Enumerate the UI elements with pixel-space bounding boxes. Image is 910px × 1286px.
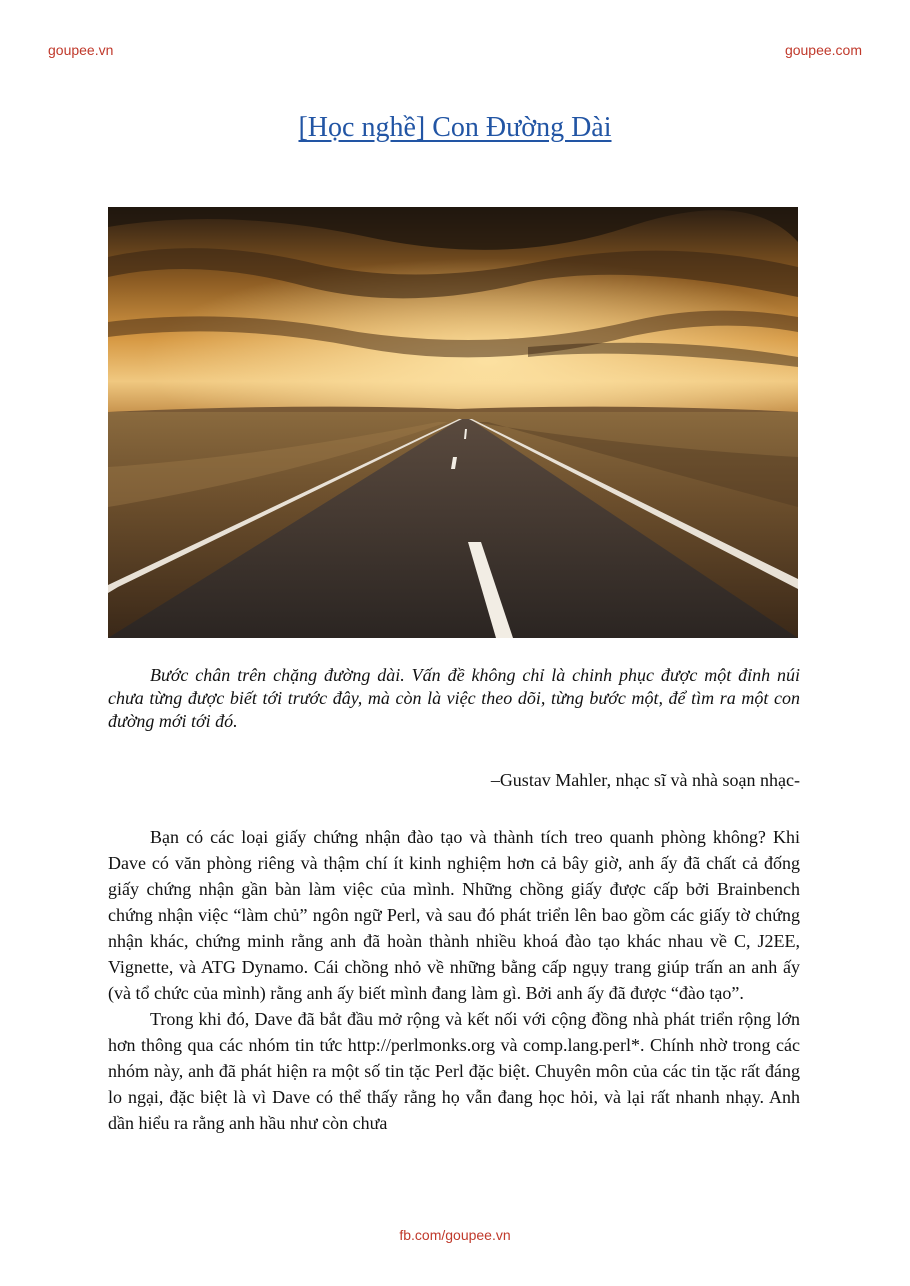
header-link-goupee-com[interactable]: goupee.com xyxy=(784,42,862,58)
page-title[interactable]: [Học nghề] Con Đường Dài xyxy=(298,112,612,143)
epigraph-quote: Bước chân trên chặng đường dài. Vấn đề không chỉ là chinh phục được một đỉnh núi chưa từng được biết tới trước đây, mà còn là việc theo dõi, từng bước một, để tìm ra một con đường mới tới đó. xyxy=(108,665,800,731)
header-link-goupee-vn[interactable]: goupee.vn xyxy=(48,42,114,58)
footer-link[interactable]: fb.com/goupee.vn xyxy=(399,1227,511,1243)
epigraph-attribution: –Gustav Mahler, nhạc sĩ và nhà soạn nhạc- xyxy=(490,770,800,790)
paragraph: Trong khi đó, Dave đã bắt đầu mở rộng và kết nối với cộng đồng nhà phát triển rộng lớn hơn thông qua các nhóm tin tức http://perlmonks.org và comp.lang.perl*. Chính nhờ trong các nhóm này, anh đã phát hiện ra một số tin tặc Perl đặc biệt. Chuyên môn của các tin tặc rất đáng lo ngại, đặc biệt là vì Dave có thể thấy rằng họ vẫn đang học hỏi, và lại rất nhanh nhạy. Anh dần hiểu ra rằng anh hầu như còn chưa xyxy=(108,1009,800,1133)
road-sunset-photo xyxy=(108,207,798,638)
article-body xyxy=(108,824,800,1136)
paragraph: Bạn có các loại giấy chứng nhận đào tạo và thành tích treo quanh phòng không? Khi Dave có văn phòng riêng và thậm chí ít kinh nghiệm hơn cả bây giờ, anh ấy đã chất cả đống giấy chứng nhận gần bàn làm việc của mình. Những chồng giấy được cấp bởi Brainbench chứng nhận việc “làm chủ” ngôn ngữ Perl, và sau đó phát triển lên bao gồm các giấy tờ chứng nhận khác, chứng minh rằng anh đã hoàn thành nhiều khoá đào tạo khác nhau về C, J2EE, Vignette, và ATG Dynamo. Cái chồng nhỏ về những bằng cấp ngụy trang giúp trấn an anh ấy (và tổ chức của mình) rằng anh ấy biết mình đang làm gì. Bởi anh ấy đã được “đào tạo”. xyxy=(108,827,800,1003)
